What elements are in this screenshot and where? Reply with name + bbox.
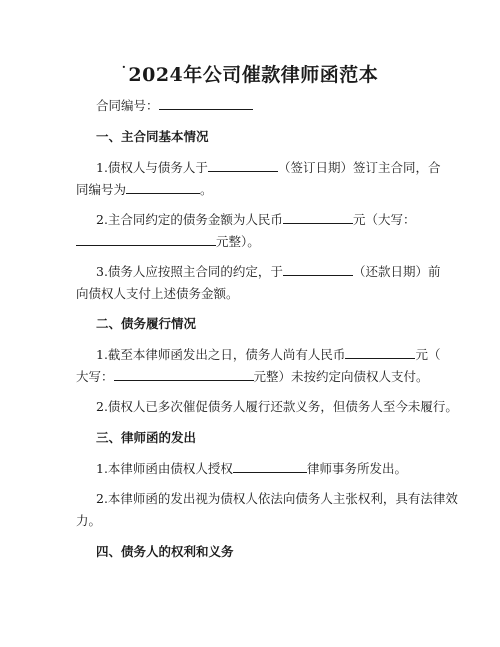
s1-p1-line2 — [76, 180, 213, 198]
s1-p3-text2: （还款日期）前 — [352, 264, 441, 279]
outstanding-amount-words-blank — [114, 368, 254, 381]
document-title — [0, 60, 500, 87]
s3-p1-text2: 律师事务所发出。 — [306, 461, 407, 476]
s2-p1-text1: 1.截至本律师函发出之日，债务人尚有人民币 — [96, 347, 346, 362]
section-1-heading: 一、主合同基本情况 — [96, 129, 209, 144]
s2-p1-text4: 元整）未按约定向债权人支付。 — [253, 369, 429, 384]
s1-p1-text3: 同编号为 — [76, 182, 127, 197]
s1-p3-text3: 向债权人支付上述债务金额。 — [76, 286, 239, 301]
debt-amount-words-blank — [76, 233, 216, 246]
s3-p2-text2: 力。 — [76, 513, 102, 528]
s2-p2-line1 — [96, 397, 458, 415]
s1-p2-line2 — [76, 232, 260, 250]
title-marker: · — [121, 60, 127, 74]
s3-p2-line1 — [96, 489, 458, 507]
s3-p2-line2 — [76, 511, 101, 529]
s1-p1-text2: （签订日期）签订主合同，合 — [277, 160, 441, 175]
contract-number-blank — [159, 97, 253, 110]
s1-p1-text4: 。 — [200, 182, 213, 197]
s1-p2-text3: 元整）。 — [216, 234, 260, 249]
s2-p1-line1 — [96, 345, 440, 363]
repayment-date-blank — [283, 263, 353, 276]
s1-p2-line1 — [96, 210, 415, 228]
outstanding-amount-blank — [345, 346, 415, 359]
s3-p1-line1 — [96, 459, 407, 477]
s3-p1-text1: 1.本律师函由债权人授权 — [96, 461, 233, 476]
contract-number-label: 合同编号： — [96, 98, 159, 113]
debt-amount-blank — [283, 211, 353, 224]
s2-p2-text1: 2.债权人已多次催促债务人履行还款义务，但债务人至今未履行。 — [96, 399, 458, 414]
signing-date-blank — [208, 159, 278, 172]
s3-p2-text1: 2.本律师函的发出视为债权人依法向债务人主张权利，具有法律效 — [96, 491, 458, 506]
section-3-heading: 三、律师函的发出 — [96, 430, 197, 445]
title-text: 2024年公司催款律师函范本 — [128, 64, 379, 86]
s1-p1-text1: 1.债权人与债务人于 — [96, 160, 208, 175]
s1-p2-text2: 元（大写： — [352, 212, 416, 227]
s1-p2-text1: 2.主合同约定的债务金额为人民币 — [96, 212, 283, 227]
law-firm-blank — [233, 460, 307, 473]
s1-p1-line1 — [96, 158, 440, 176]
section-2-heading: 二、债务履行情况 — [96, 316, 197, 331]
s2-p1-text3: 大写： — [76, 369, 114, 384]
s1-p3-line1 — [96, 262, 440, 280]
s1-p3-text1: 3.债务人应按照主合同的约定，于 — [96, 264, 283, 279]
contract-number-line — [96, 96, 253, 114]
section-4-heading: 四、债务人的权利和义务 — [96, 544, 234, 559]
s2-p1-text2: 元（ — [415, 347, 441, 362]
s1-p3-line2 — [76, 284, 239, 302]
contract-id-blank — [126, 181, 200, 194]
s2-p1-line2 — [76, 367, 429, 385]
